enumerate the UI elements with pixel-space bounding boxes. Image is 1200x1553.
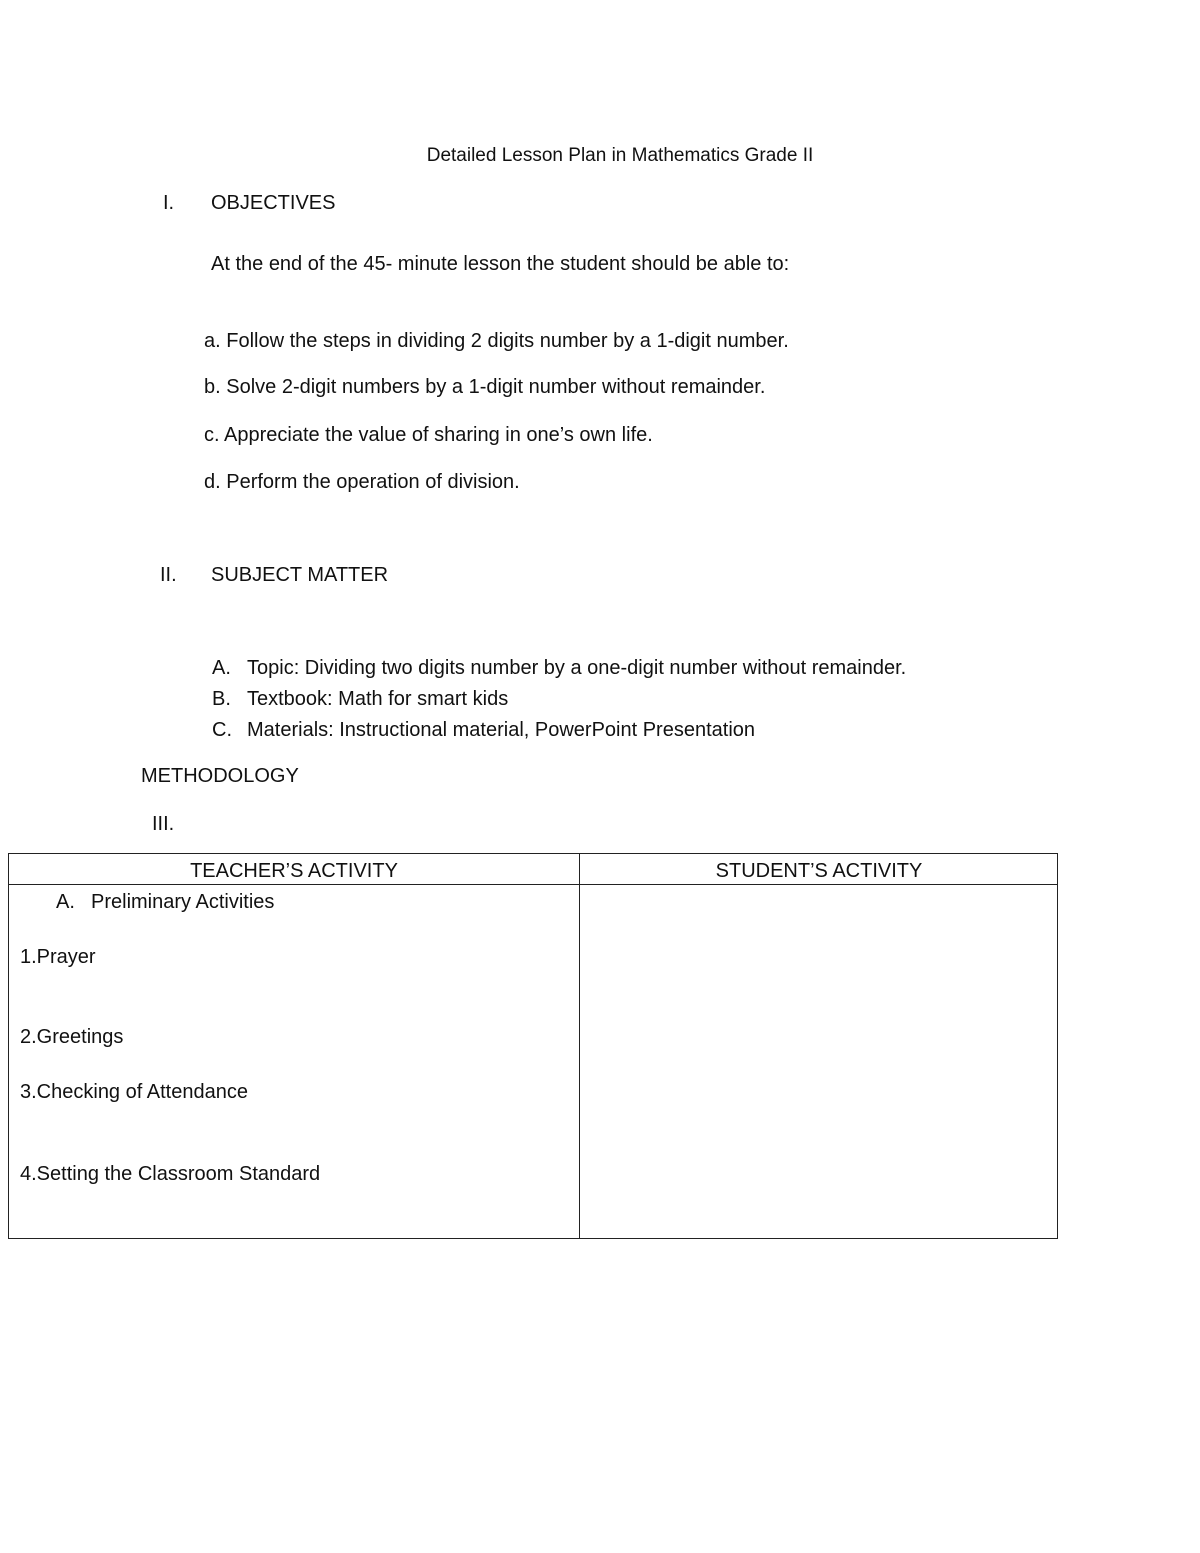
teacher-activity-header: TEACHER’S ACTIVITY: [190, 860, 398, 882]
subject-item-textbook: Textbook: Math for smart kids: [247, 688, 509, 710]
methodology-heading: METHODOLOGY: [141, 765, 299, 787]
subject-matter-numeral: II.: [160, 564, 177, 586]
document-title: Detailed Lesson Plan in Mathematics Grade II: [426, 145, 814, 166]
objectives-numeral: I.: [163, 192, 175, 214]
subject-item-letter-a: A.: [212, 657, 231, 679]
student-activity-header: STUDENT’S ACTIVITY: [715, 860, 923, 882]
preliminary-activities-heading: Preliminary Activities: [91, 891, 275, 913]
subject-item-materials: Materials: Instructional material, PowerPoint Presentation: [247, 719, 756, 741]
subject-matter-heading: SUBJECT MATTER: [211, 564, 389, 586]
objectives-intro: At the end of the 45- minute lesson the student should be able to:: [211, 253, 790, 275]
subject-item-letter-c: C.: [212, 719, 232, 741]
activity-item-classroom-standard: 4.Setting the Classroom Standard: [20, 1163, 321, 1185]
preliminary-letter: A.: [56, 891, 75, 913]
subject-item-topic: Topic: Dividing two digits number by a one-digit number without remainder.: [247, 657, 907, 679]
activity-item-attendance: 3.Checking of Attendance: [20, 1081, 248, 1103]
table-column-divider: [579, 854, 580, 1238]
objective-item-a: a. Follow the steps in dividing 2 digits number by a 1-digit number.: [204, 330, 789, 352]
methodology-numeral: III.: [152, 813, 175, 835]
subject-item-letter-b: B.: [212, 688, 231, 710]
objectives-heading: OBJECTIVES: [211, 192, 336, 214]
activity-item-prayer: 1.Prayer: [20, 946, 96, 968]
activity-table: [8, 853, 1058, 1239]
objective-item-d: d. Perform the operation of division.: [204, 471, 520, 493]
objective-item-c: c. Appreciate the value of sharing in one’s own life.: [204, 424, 653, 446]
objective-item-b: b. Solve 2-digit numbers by a 1-digit number without remainder.: [204, 376, 766, 398]
table-header-divider: [9, 884, 1057, 885]
activity-item-greetings: 2.Greetings: [20, 1026, 124, 1048]
